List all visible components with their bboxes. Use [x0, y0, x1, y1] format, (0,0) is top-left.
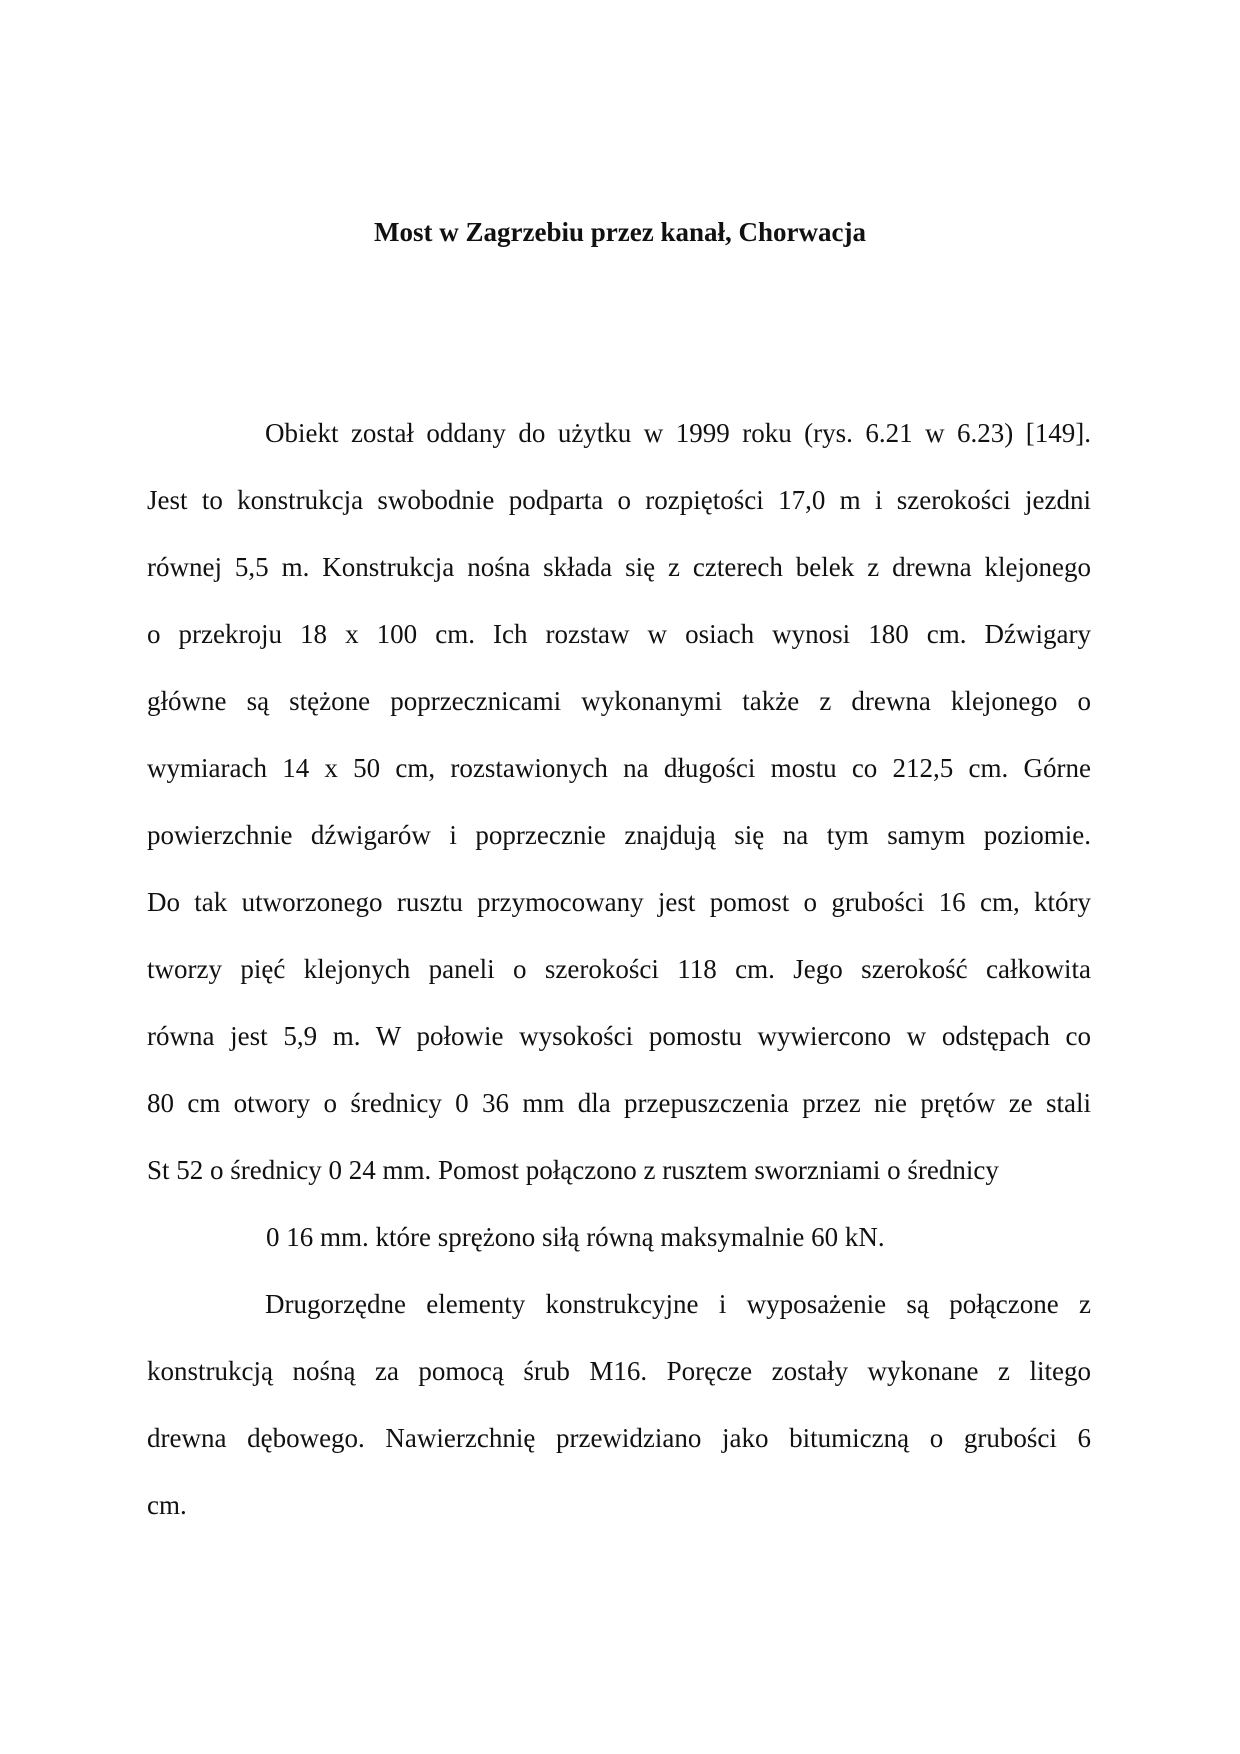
paragraph-line: Drugorzędne elementy konstrukcyjne i wyposażenie są połączone z [265, 1289, 1091, 1319]
paragraph-line: wymiarach 14 x 50 cm, rozstawionych na długości mostu co 212,5 cm. Górne [147, 753, 1091, 783]
paragraph-line: 80 cm otwory o średnicy 0 36 mm dla przepuszczenia przez nie prętów ze stali [147, 1088, 1091, 1118]
paragraph-line: Do tak utworzonego rusztu przymocowany jest pomost o grubości 16 cm, który [147, 887, 1091, 917]
paragraph-line: tworzy pięć klejonych paneli o szerokości 118 cm. Jego szerokość całkowita [147, 954, 1091, 984]
paragraph-line: Obiekt został oddany do użytku w 1999 roku (rys. 6.21 w 6.23) [149]. [265, 418, 1091, 448]
paragraph-line: St 52 o średnicy 0 24 mm. Pomost połączono z rusztem sworzniami o średnicy [147, 1155, 999, 1185]
paragraph-line: 0 16 mm. które sprężono siłą równą maksymalnie 60 kN. [266, 1222, 885, 1252]
paragraph-line: drewna dębowego. Nawierzchnię przewidziano jako bitumiczną o grubości 6 [147, 1423, 1091, 1453]
paragraph-line: główne są stężone poprzecznicami wykonanymi także z drewna klejonego o [147, 686, 1091, 716]
paragraph-line: cm. [147, 1490, 187, 1520]
paragraph-line: powierzchnie dźwigarów i poprzecznie znajdują się na tym samym poziomie. [147, 820, 1091, 850]
document-title: Most w Zagrzebiu przez kanał, Chorwacja [374, 217, 866, 247]
paragraph-line: równa jest 5,9 m. W połowie wysokości pomostu wywiercono w odstępach co [147, 1021, 1091, 1051]
paragraph-line: równej 5,5 m. Konstrukcja nośna składa się z czterech belek z drewna klejonego [147, 552, 1091, 582]
paragraph-line: o przekroju 18 x 100 cm. Ich rozstaw w osiach wynosi 180 cm. Dźwigary [147, 619, 1091, 649]
paragraph-line: konstrukcją nośną za pomocą śrub M16. Poręcze zostały wykonane z litego [147, 1356, 1091, 1386]
paragraph-line: Jest to konstrukcja swobodnie podparta o rozpiętości 17,0 m i szerokości jezdni [147, 485, 1091, 515]
